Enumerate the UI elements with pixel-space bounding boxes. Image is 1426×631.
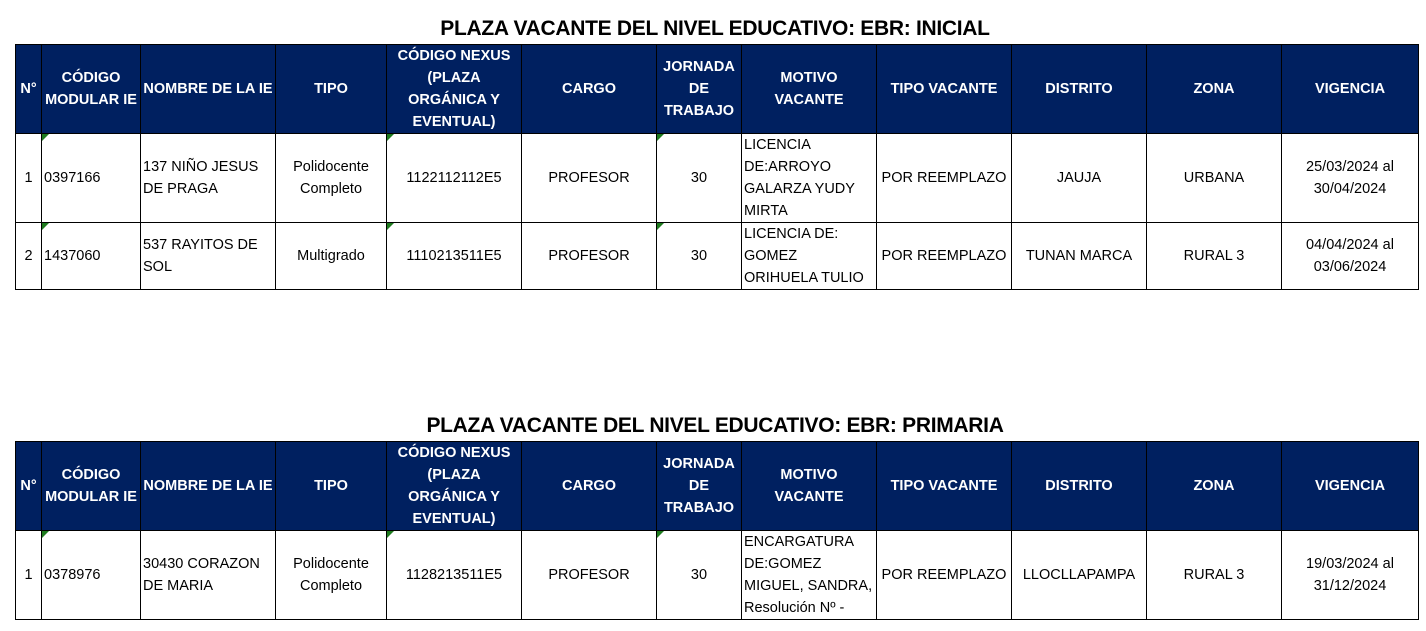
table-header-row bbox=[16, 45, 1419, 134]
cell-motivo-vacante: ENCARGATURA DE:GOMEZ MIGUEL, SANDRA, Resolución Nº - bbox=[742, 531, 877, 620]
cell-cargo: PROFESOR bbox=[522, 223, 657, 290]
cell-zona: RURAL 3 bbox=[1147, 531, 1282, 620]
cell-cargo: PROFESOR bbox=[522, 134, 657, 223]
section-title-primaria: PLAZA VACANTE DEL NIVEL EDUCATIVO: EBR: PRIMARIA bbox=[426, 414, 1004, 437]
header-nombre-ie: NOMBRE DE LA IE bbox=[141, 45, 276, 134]
cell-jornada: 30 bbox=[657, 223, 742, 290]
header-zona: ZONA bbox=[1147, 442, 1282, 531]
header-tipo: TIPO bbox=[276, 442, 387, 531]
header-tipo-vacante: TIPO VACANTE bbox=[877, 442, 1012, 531]
cell-distrito: JAUJA bbox=[1012, 134, 1147, 223]
cell-vigencia: 25/03/2024 al 30/04/2024 bbox=[1282, 134, 1419, 223]
header-distrito: DISTRITO bbox=[1012, 442, 1147, 531]
header-codigo-nexus: CÓDIGO NEXUS (PLAZA ORGÁNICA Y EVENTUAL) bbox=[387, 442, 522, 531]
cell-tipo-vacante: POR REEMPLAZO bbox=[877, 223, 1012, 290]
cell-codigo-modular: 0378976 bbox=[42, 531, 141, 620]
cell-nombre-ie: 30430 CORAZON DE MARIA bbox=[141, 531, 276, 620]
cell-motivo-vacante: LICENCIA DE:ARROYO GALARZA YUDY MIRTA bbox=[742, 134, 877, 223]
cell-distrito: LLOCLLAPAMPA bbox=[1012, 531, 1147, 620]
cell-codigo-modular: 0397166 bbox=[42, 134, 141, 223]
table-header-row bbox=[16, 442, 1419, 531]
header-codigo-modular: CÓDIGO MODULAR IE bbox=[42, 45, 141, 134]
cell-codigo-nexus: 1128213511E5 bbox=[387, 531, 522, 620]
header-tipo-vacante: TIPO VACANTE bbox=[877, 45, 1012, 134]
header-cargo: CARGO bbox=[522, 442, 657, 531]
cell-nombre-ie: 537 RAYITOS DE SOL bbox=[141, 223, 276, 290]
cell-zona: RURAL 3 bbox=[1147, 223, 1282, 290]
cell-jornada: 30 bbox=[657, 134, 742, 223]
table-row bbox=[16, 223, 1419, 290]
header-nombre-ie: NOMBRE DE LA IE bbox=[141, 442, 276, 531]
cell-vigencia: 04/04/2024 al 03/06/2024 bbox=[1282, 223, 1419, 290]
table-row bbox=[16, 134, 1419, 223]
table-row bbox=[16, 531, 1419, 620]
header-vigencia: VIGENCIA bbox=[1282, 442, 1419, 531]
cell-tipo: Polidocente Completo bbox=[276, 531, 387, 620]
cell-codigo-nexus: 1122112112E5 bbox=[387, 134, 522, 223]
header-distrito: DISTRITO bbox=[1012, 45, 1147, 134]
cell-distrito: TUNAN MARCA bbox=[1012, 223, 1147, 290]
cell-vigencia: 19/03/2024 al 31/12/2024 bbox=[1282, 531, 1419, 620]
cell-nombre-ie: 137 NIÑO JESUS DE PRAGA bbox=[141, 134, 276, 223]
header-codigo-modular: CÓDIGO MODULAR IE bbox=[42, 442, 141, 531]
header-jornada: JORNADA DE TRABAJO bbox=[657, 442, 742, 531]
cell-numero: 1 bbox=[16, 134, 42, 223]
header-numero: N° bbox=[16, 442, 42, 531]
section-title-inicial: PLAZA VACANTE DEL NIVEL EDUCATIVO: EBR: INICIAL bbox=[440, 17, 990, 40]
cell-zona: URBANA bbox=[1147, 134, 1282, 223]
header-tipo: TIPO bbox=[276, 45, 387, 134]
cell-numero: 1 bbox=[16, 531, 42, 620]
cell-numero: 2 bbox=[16, 223, 42, 290]
cell-codigo-nexus: 1110213511E5 bbox=[387, 223, 522, 290]
header-zona: ZONA bbox=[1147, 45, 1282, 134]
cell-tipo-vacante: POR REEMPLAZO bbox=[877, 134, 1012, 223]
header-codigo-nexus: CÓDIGO NEXUS (PLAZA ORGÁNICA Y EVENTUAL) bbox=[387, 45, 522, 134]
cell-tipo: Polidocente Completo bbox=[276, 134, 387, 223]
vacancy-table-primaria bbox=[15, 441, 1419, 620]
cell-motivo-vacante: LICENCIA DE: GOMEZ ORIHUELA TULIO bbox=[742, 223, 877, 290]
header-motivo-vacante: MOTIVO VACANTE bbox=[742, 45, 877, 134]
cell-tipo: Multigrado bbox=[276, 223, 387, 290]
header-cargo: CARGO bbox=[522, 45, 657, 134]
header-jornada: JORNADA DE TRABAJO bbox=[657, 45, 742, 134]
header-vigencia: VIGENCIA bbox=[1282, 45, 1419, 134]
header-motivo-vacante: MOTIVO VACANTE bbox=[742, 442, 877, 531]
cell-tipo-vacante: POR REEMPLAZO bbox=[877, 531, 1012, 620]
cell-jornada: 30 bbox=[657, 531, 742, 620]
cell-cargo: PROFESOR bbox=[522, 531, 657, 620]
header-numero: N° bbox=[16, 45, 42, 134]
vacancy-table-inicial bbox=[15, 44, 1419, 290]
cell-codigo-modular: 1437060 bbox=[42, 223, 141, 290]
